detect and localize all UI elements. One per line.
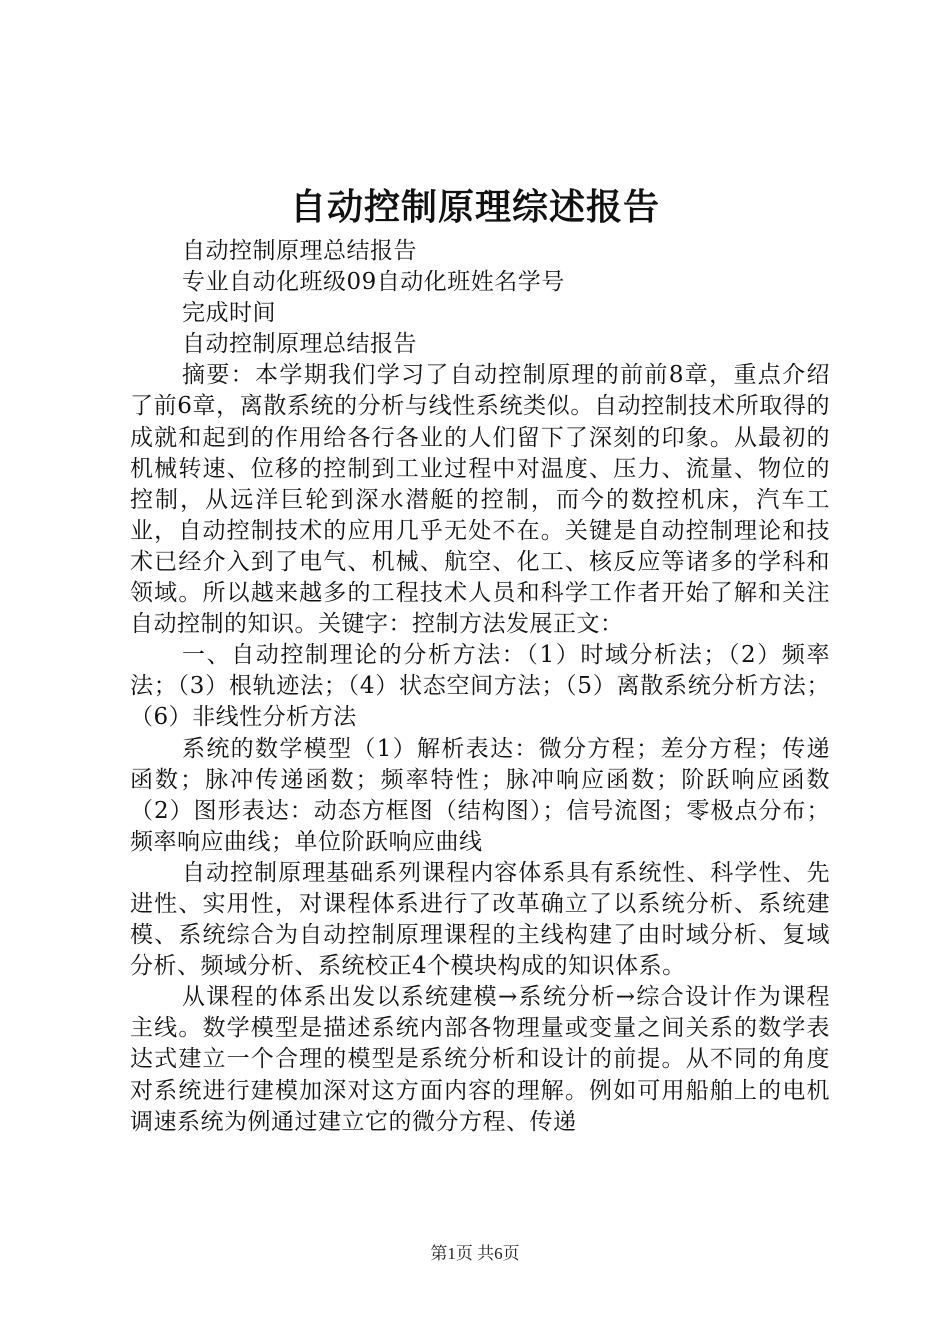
paragraph-completion-time: 完成时间 (182, 300, 276, 327)
paragraph-course-system: 自动控制原理基础系列课程内容体系具有系统性、科学性、先进性、实用性，对课程体系进行了改革确立了以系统分析、系统建模、系统综合为自动控制原理课程的主线构建了由时域分析、复域分析、频域分析、系统校正4个模块构成的知识体系。 (130, 859, 830, 980)
paragraph-course-mainline: 从课程的体系出发以系统建模→系统分析→综合设计作为课程主线。数学模型是描述系统内部各物理量或变量之间关系的数学表达式建立一个合理的模型是系统分析和设计的前提。从不同的角度对系统进行建模加深对这方面内容的理解。例如可用船舶上的电机调速系统为例通过建立它的微分方程、传递 (130, 984, 830, 1135)
paragraph-abstract: 摘要：本学期我们学习了自动控制原理的前前8章，重点介绍了前6章，离散系统的分析与线性系统类似。自动控制技术所取得的成就和起到的作用给各行各业的人们留下了深刻的印象。从最初的机械转速、位移的控制到工业过程中对温度、压力、流量、物位的控制，从远洋巨轮到深水潜艇的控制，而今的数控机床，汽车工业，自动控制技术的应用几乎无处不在。关键是自动控制理论和技术已经介入到了电气、机械、航空、化工、核反应等诸多的学科和领域。所以越来越多的工程技术人员和科学工作者开始了解和关注自动控制的知识。关键字：控制方法发展正文： (130, 362, 830, 638)
paragraph-report-heading: 自动控制原理总结报告 (182, 238, 417, 264)
document-title: 自动控制原理综述报告 (289, 187, 660, 228)
paragraph-analysis-methods: 一、自动控制理论的分析方法：（1）时域分析法；（2）频率法；（3）根轨迹法；（4）状态空间方法；（5）离散系统分析方法；（6）非线性分析方法 (130, 642, 830, 731)
paragraph-student-info: 专业自动化班级09自动化班姓名学号 (182, 269, 565, 296)
paragraph-math-models: 系统的数学模型（1）解析表达：微分方程；差分方程；传递函数；脉冲传递函数；频率特性；脉冲响应函数；阶跃响应函数（2）图形表达：动态方框图（结构图）；信号流图；零极点分布；频率响应曲线；单位阶跃响应曲线 (130, 735, 830, 855)
document-body (130, 236, 830, 1138)
page-number-footer: 第1页 共6页 (430, 1244, 520, 1263)
paragraph-report-heading-repeat: 自动控制原理总结报告 (182, 331, 417, 358)
